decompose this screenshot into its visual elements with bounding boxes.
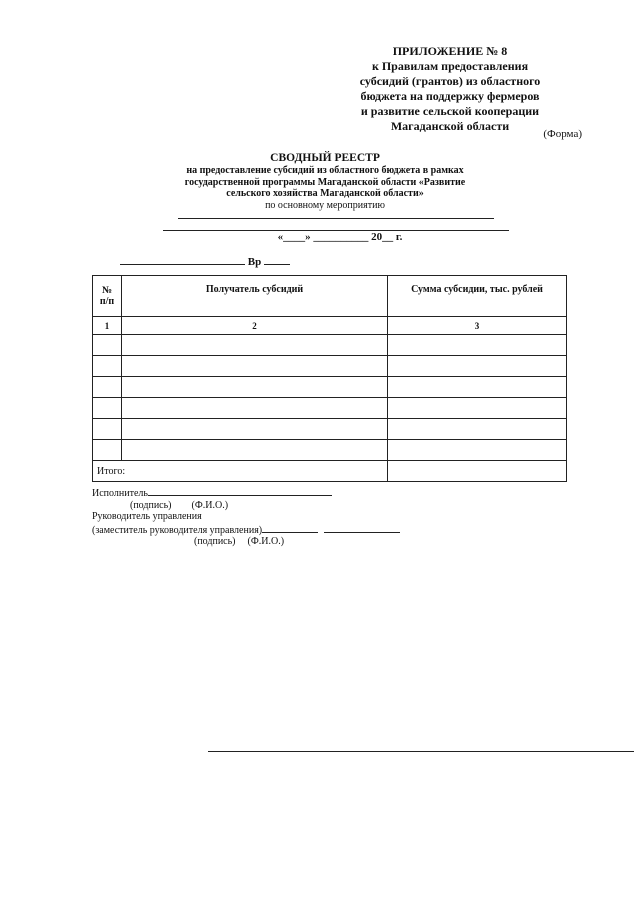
- register-table: [92, 275, 567, 482]
- table-cell: [388, 377, 567, 398]
- document-title-block: [150, 151, 500, 211]
- appendix-line: субсидий (грантов) из областного: [359, 74, 541, 88]
- table-cell: [93, 377, 122, 398]
- executor-signature-line: [148, 486, 332, 496]
- vr-blank: [120, 254, 245, 265]
- total-amount-cell: [388, 461, 567, 482]
- appendix-line: бюджета на поддержку фермеров: [360, 89, 540, 103]
- table-cell: [388, 335, 567, 356]
- name-hint: (Ф.И.О.): [247, 536, 285, 547]
- header-recipient: Получатель субсидий: [122, 276, 388, 317]
- head-hints: [92, 536, 400, 548]
- document-title: СВОДНЫЙ РЕЕСТР: [270, 152, 380, 164]
- column-index: 3: [388, 317, 567, 335]
- total-row: [93, 461, 567, 482]
- table-cell: [93, 356, 122, 377]
- appendix-line: к Правилам предоставления: [371, 59, 529, 73]
- form-note: (Форма): [543, 128, 582, 140]
- column-index: 2: [122, 317, 388, 335]
- table-cell: [122, 398, 388, 419]
- date-field: «____» __________ 20__ г.: [277, 231, 403, 243]
- table-cell: [388, 356, 567, 377]
- header-amount: Сумма субсидии, тыс. рублей: [388, 276, 567, 317]
- signature-hint: (подпись): [130, 499, 172, 511]
- table-cell: [388, 398, 567, 419]
- table-header-row: [93, 276, 567, 317]
- table-cell: [122, 419, 388, 440]
- table-row: [93, 440, 567, 461]
- table-cell: [122, 356, 388, 377]
- head-row-1: Руководитель управления: [92, 511, 202, 522]
- head-row-2: [92, 523, 400, 537]
- executor-row: [92, 486, 400, 500]
- table-cell: [388, 419, 567, 440]
- column-index: 1: [93, 317, 122, 335]
- activity-blank-line-1: [178, 218, 494, 219]
- vr-label: Вр: [247, 256, 262, 268]
- table-cell: [122, 440, 388, 461]
- executor-label: Исполнитель: [92, 488, 148, 499]
- table-row: [93, 377, 567, 398]
- bottom-rule: [208, 751, 634, 752]
- table-cell: [122, 335, 388, 356]
- column-index-row: [93, 317, 567, 335]
- executor-hints: [92, 500, 400, 512]
- table-row: [93, 335, 567, 356]
- head-name-line: [324, 523, 400, 533]
- vr-field: [120, 254, 320, 268]
- activity-label: по основному мероприятию: [265, 199, 385, 211]
- title-line: сельского хозяйства Магаданской области»: [226, 188, 424, 199]
- table-cell: [93, 398, 122, 419]
- appendix-header: [300, 44, 600, 134]
- name-hint: (Ф.И.О.): [191, 499, 229, 511]
- appendix-line: и развитие сельской кооперации: [360, 104, 540, 118]
- signature-hint: (подпись): [194, 536, 236, 547]
- vr-number-blank: [264, 254, 290, 265]
- table-cell: [93, 335, 122, 356]
- appendix-line: Магаданской области: [390, 119, 510, 133]
- signature-block: [92, 486, 400, 548]
- table-cell: [122, 377, 388, 398]
- table-row: [93, 356, 567, 377]
- table-cell: [93, 419, 122, 440]
- table-row: [93, 419, 567, 440]
- table-row: [93, 398, 567, 419]
- header-num: № п/п: [93, 276, 122, 317]
- table-cell: [388, 440, 567, 461]
- head-label: (заместитель руководителя управления): [92, 524, 263, 536]
- appendix-line: ПРИЛОЖЕНИЕ № 8: [392, 44, 508, 58]
- title-line: государственной программы Магаданской области «Развитие: [184, 176, 466, 188]
- head-signature-line: [262, 523, 318, 533]
- title-line: на предоставление субсидий из областного бюджета в рамках: [186, 165, 464, 176]
- table-cell: [93, 440, 122, 461]
- total-label: Итого:: [93, 461, 388, 482]
